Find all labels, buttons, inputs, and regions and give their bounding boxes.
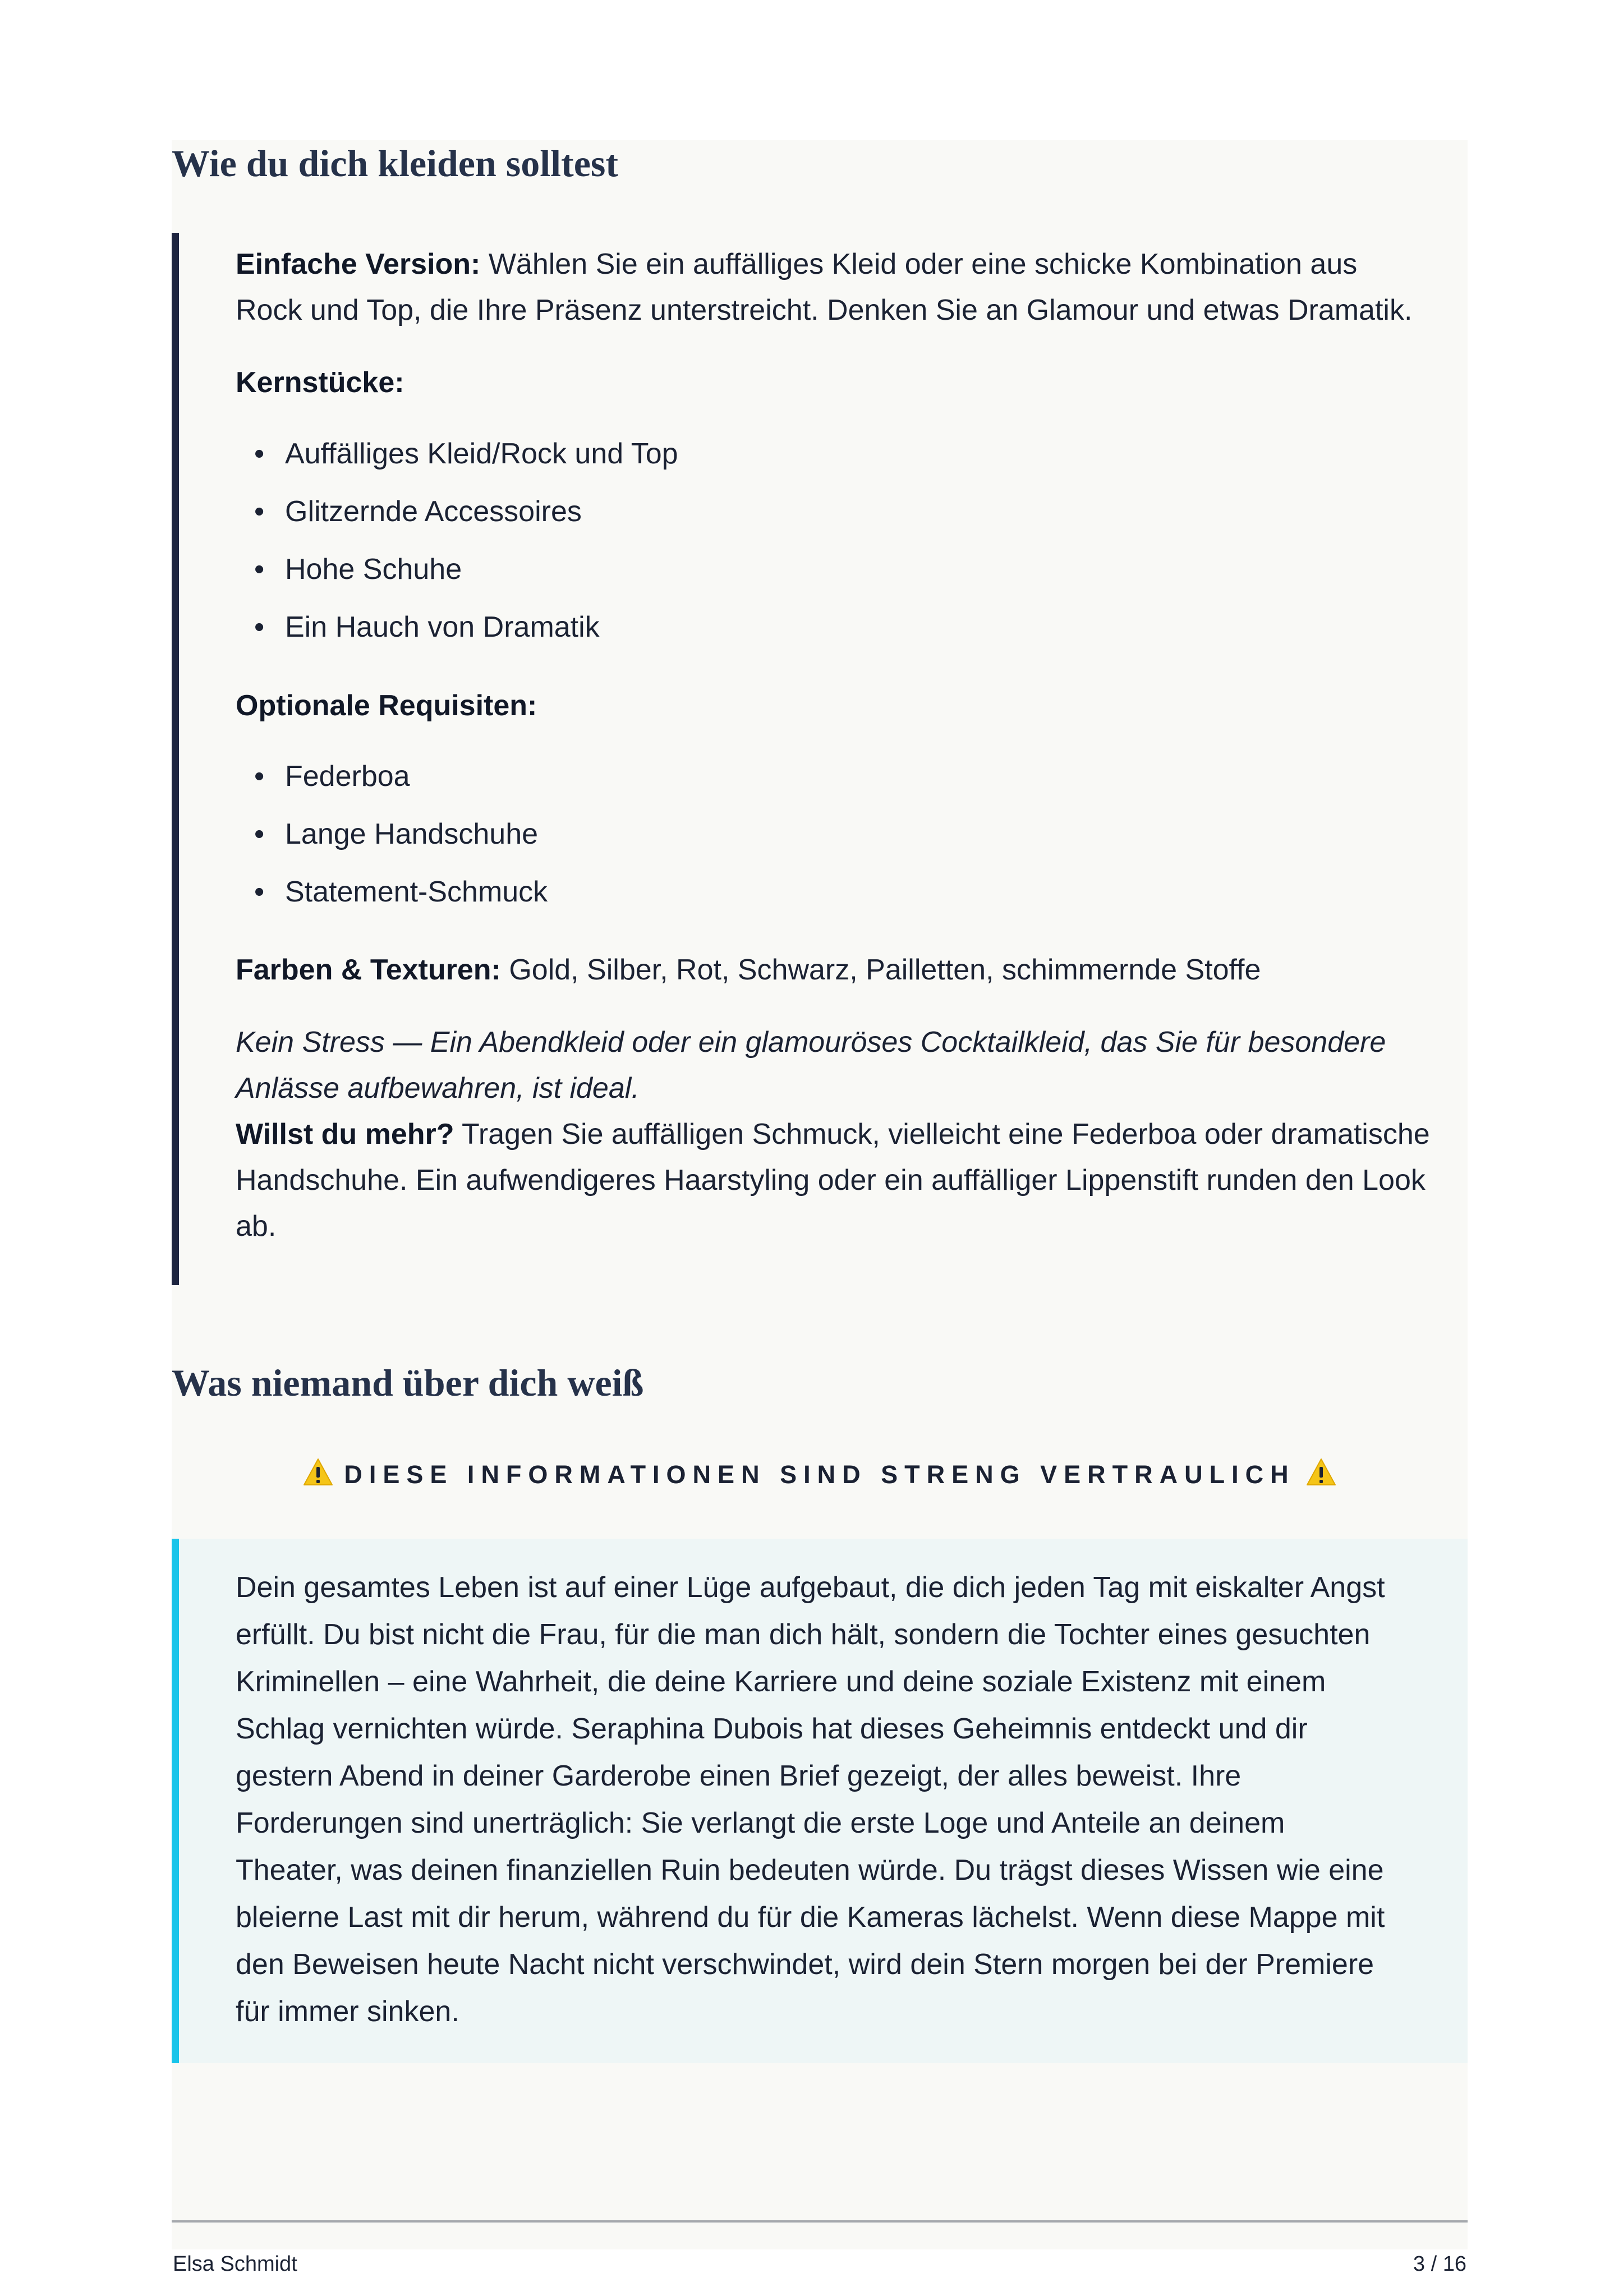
dress-guide-block: [172, 233, 1468, 1285]
bullet-icon: •: [254, 438, 265, 470]
bullet-icon: •: [254, 611, 265, 643]
warning-triangle-icon: [302, 1457, 334, 1493]
confidential-banner: [172, 1457, 1468, 1493]
optional-props-label: Optionale Requisiten:: [236, 689, 537, 722]
want-more-paragraph: Willst du mehr? Tragen Sie auffälligen Schmuck, vielleicht eine Federboa oder dramatische Handschuhe. Ein aufwendigeres Haarstyling oder ein auffälliger Lippenstift runden den Look ab.: [236, 1118, 1430, 1243]
list-item: • Hohe Schuhe: [236, 546, 1487, 604]
secret-section-heading: Was niemand über dich weiß: [172, 1361, 644, 1404]
no-stress-note: Kein Stress — Ein Abendkleid oder ein glamouröses Cocktailkleid, das Sie für besondere Anlässe aufbewahren, ist ideal.: [236, 1026, 1386, 1105]
simple-version-text-line1: Wählen Sie ein auffälliges Kleid oder eine schicke Kombination aus: [480, 248, 1358, 280]
list-item: • Statement-Schmuck: [236, 869, 1487, 927]
core-pieces-list: [236, 431, 1487, 662]
colors-textures-paragraph: [236, 947, 1487, 993]
secret-text: Dein gesamtes Leben ist auf einer Lüge aufgebaut, die dich jeden Tag mit eiskalter Angst erfüllt. Du bist nicht die Frau, für die man dich hält, sondern die Tochter eines gesuchten Kriminellen – eine Wahrheit, die deine Karriere und deine soziale Existenz mit einem Schlag vernichten würde. Seraphina Dubois hat dieses Geheimnis entdeckt und dir gestern Abend in deiner Garderobe einen Brief gezeigt, der alles beweist. Ihre Forderungen sind unerträglich: Sie verlangt die erste Loge und Anteile an deinem Theater, was deinen finanziellen Ruin bedeuten würde. Du trägst dieses Wissen wie eine bleierne Last mit dir herum, während du für die Kameras lächelst. Wenn diese Mappe mit den Beweisen heute Nacht nicht verschwindet, wird dein Stern morgen bei der Premiere für immer sinken.: [236, 1571, 1385, 2028]
bullet-icon: •: [254, 760, 265, 793]
simple-version-text-line2: Rock und Top, die Ihre Präsenz unterstreicht. Denken Sie an Glamour und etwas Dramatik.: [236, 294, 1413, 326]
colors-textures-label: Farben & Texturen:: [236, 954, 501, 986]
warning-triangle-icon: [1305, 1457, 1337, 1493]
want-more-label: Willst du mehr?: [236, 1118, 454, 1151]
footer-page-number: 3 / 16: [1413, 2252, 1466, 2276]
footer-divider: [172, 2220, 1468, 2223]
bullet-icon: •: [254, 553, 265, 586]
simple-version-paragraph: [236, 233, 1487, 333]
simple-version-label: Einfache Version:: [236, 248, 481, 280]
list-item: • Auffälliges Kleid/Rock und Top: [236, 431, 1487, 489]
secret-callout: [172, 1539, 1468, 2063]
optional-props-list: [236, 753, 1487, 927]
bullet-icon: •: [254, 876, 265, 908]
list-item: • Ein Hauch von Dramatik: [236, 604, 1487, 662]
dress-section-heading: Wie du dich kleiden solltest: [172, 142, 618, 185]
confidential-label: DIESE INFORMATIONEN SIND STRENG VERTRAULICH: [344, 1460, 1295, 1489]
bullet-icon: •: [254, 495, 265, 528]
bullet-icon: •: [254, 818, 265, 850]
colors-textures-text: Gold, Silber, Rot, Schwarz, Pailletten, schimmernde Stoffe: [500, 954, 1261, 986]
dress-guide-content: [236, 233, 1487, 1249]
footer-author-name: Elsa Schmidt: [173, 2252, 297, 2276]
list-item: • Glitzernde Accessoires: [236, 489, 1487, 546]
core-pieces-label: Kernstücke:: [236, 366, 404, 399]
list-item: • Lange Handschuhe: [236, 811, 1487, 869]
list-item: • Federboa: [236, 753, 1487, 811]
